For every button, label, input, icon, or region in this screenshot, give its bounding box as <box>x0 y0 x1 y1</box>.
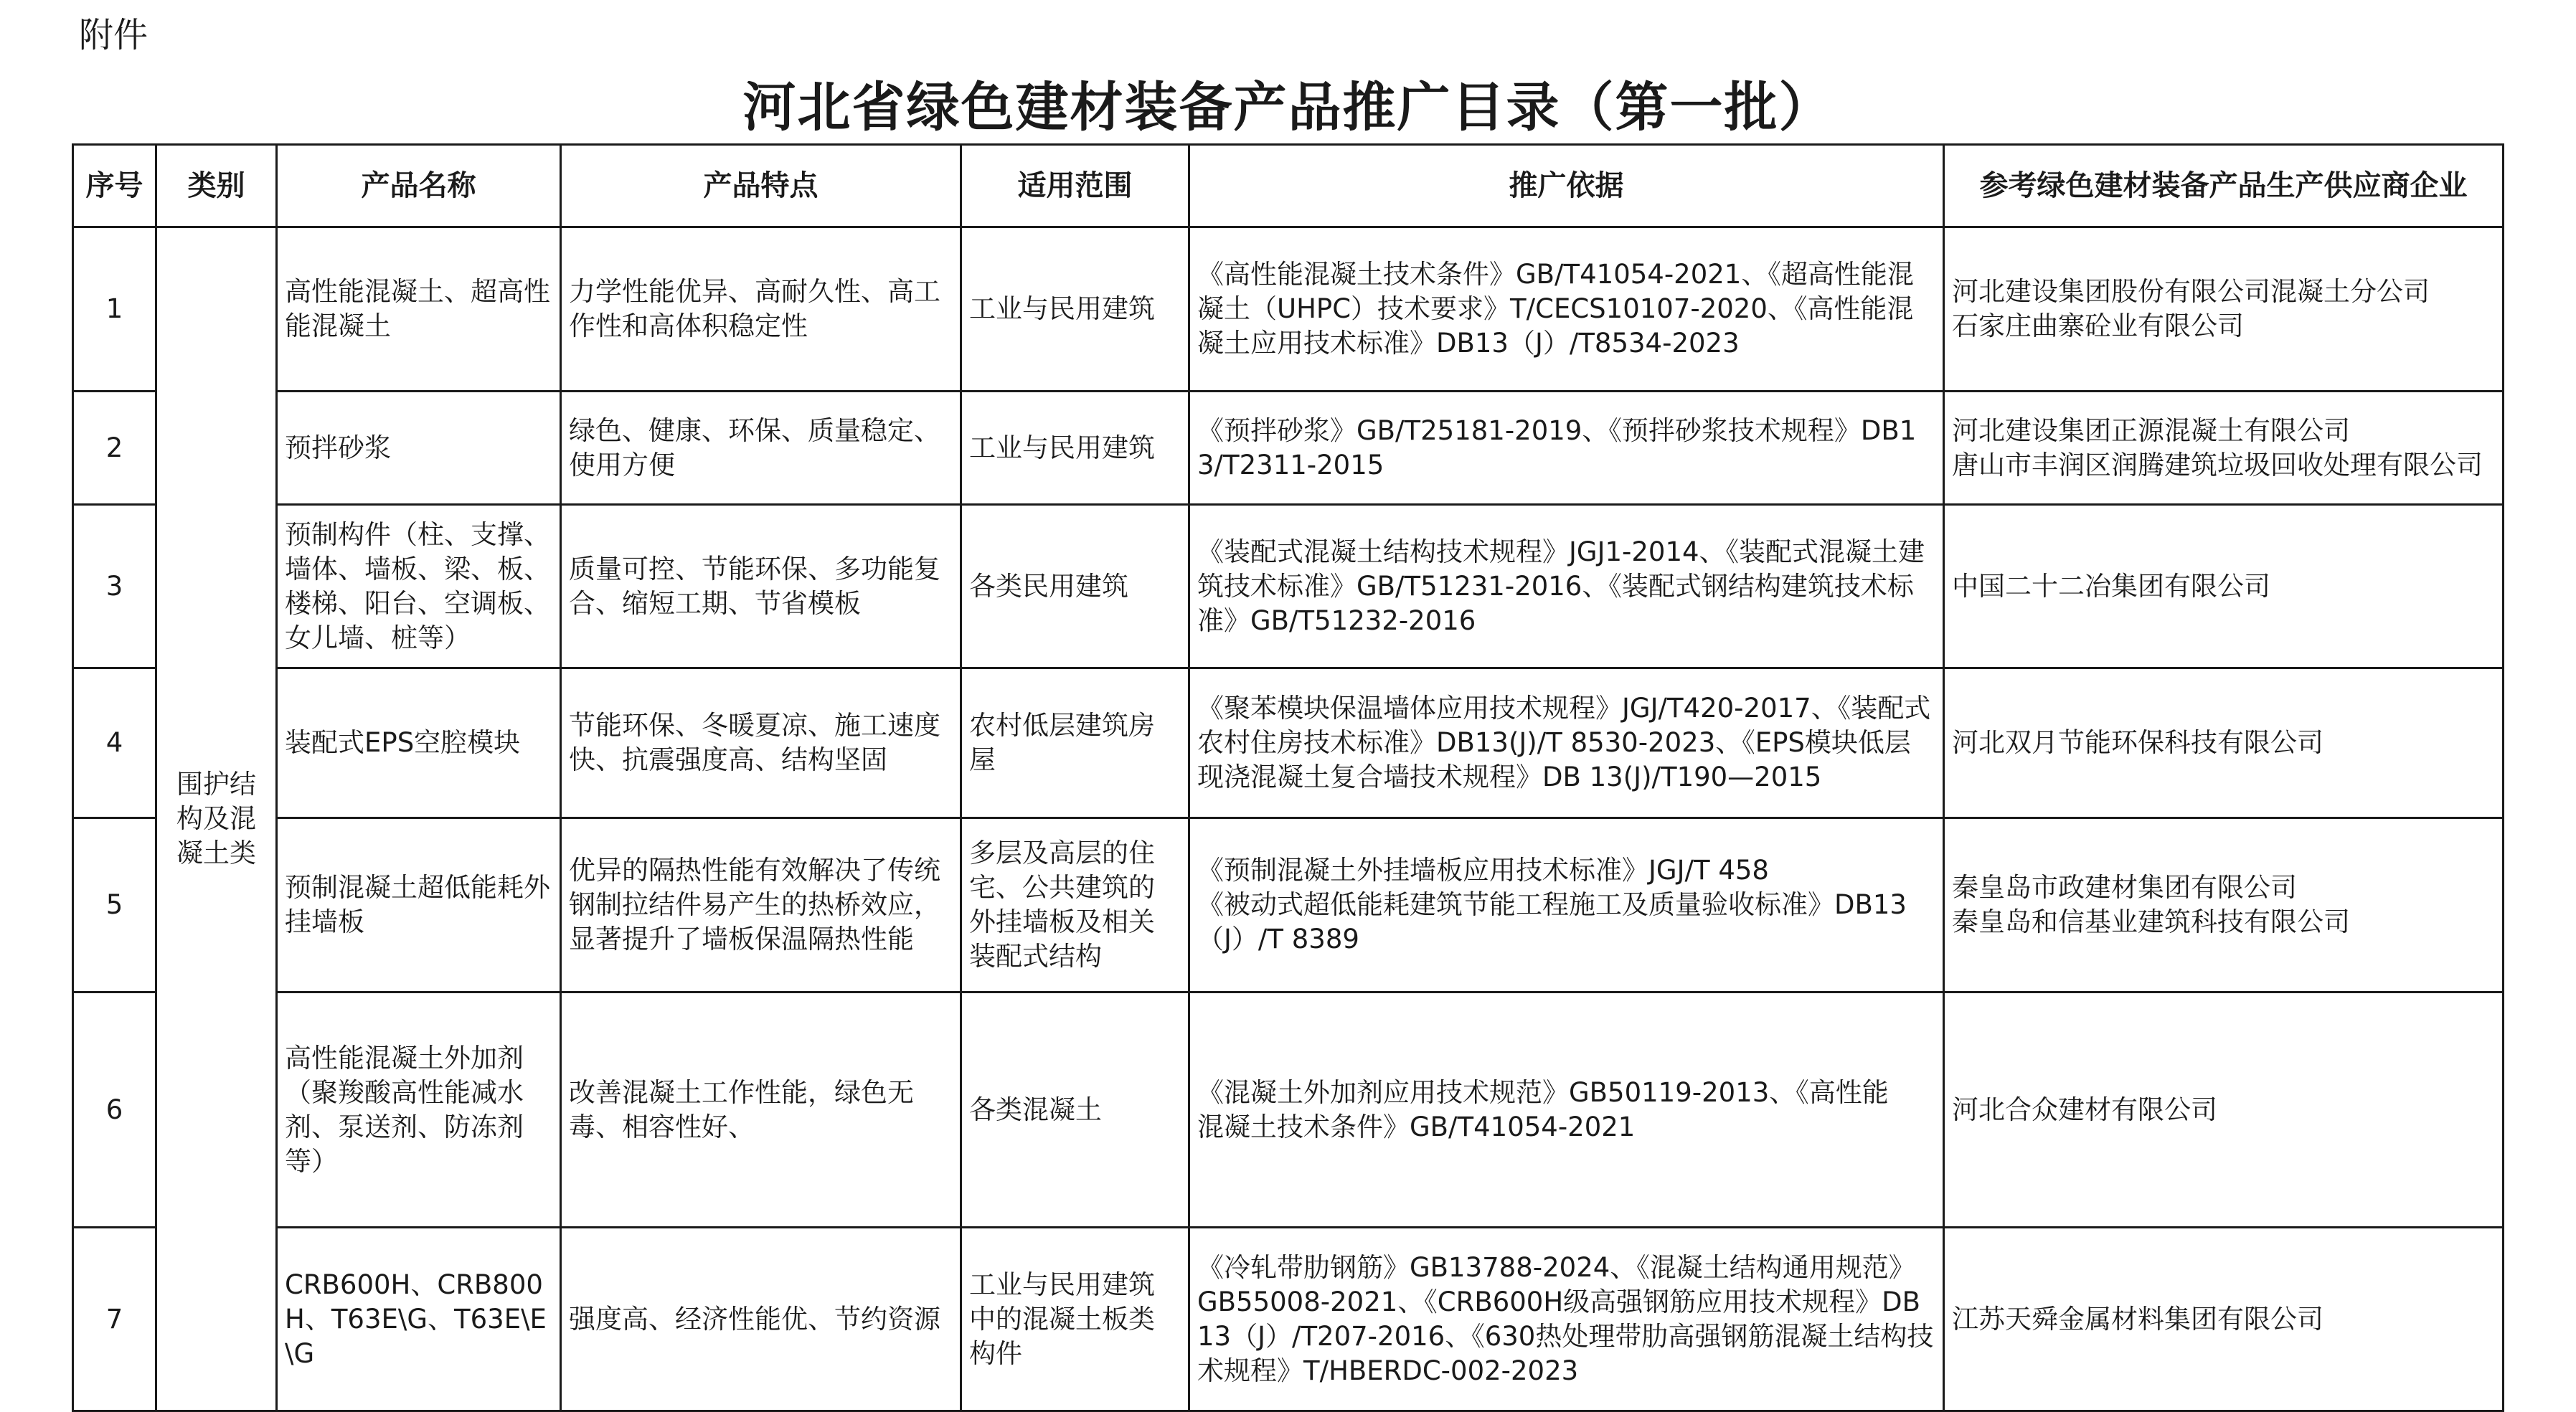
row-product-name: 预拌砂浆 <box>277 392 561 505</box>
row-scope: 工业与民用建筑 <box>961 227 1189 392</box>
row-product-name: 装配式EPS空腔模块 <box>277 668 561 818</box>
row-suppliers: 秦皇岛市政建材集团有限公司 秦皇岛和信基业建筑科技有限公司 <box>1944 818 2504 992</box>
row-suppliers: 河北合众建材有限公司 <box>1944 992 2504 1228</box>
row-basis: 《冷轧带肋钢筋》GB13788-2024、《混凝土结构通用规范》GB55008-2021、《CRB600H级高强钢筋应用技术规程》DB13（J）/T207-2016、《630热处理带肋高强钢筋混凝土结构技术规程》T/HBERDC-002-2023 <box>1189 1228 1944 1411</box>
row-seq: 4 <box>73 668 156 818</box>
column-header-product-name: 产品名称 <box>277 145 561 227</box>
row-product-name: 高性能混凝土、超高性能混凝土 <box>277 227 561 392</box>
category-cell: 围护结构及混凝土类 <box>156 227 277 1411</box>
row-seq: 7 <box>73 1228 156 1411</box>
table-header-row <box>73 145 2504 227</box>
column-header-basis: 推广依据 <box>1189 145 1944 227</box>
table-row <box>73 392 2504 505</box>
row-scope: 工业与民用建筑中的混凝土板类构件 <box>961 1228 1189 1411</box>
row-basis: 《装配式混凝土结构技术规程》JGJ1-2014、《装配式混凝土建筑技术标准》GB/T51231-2016、《装配式钢结构建筑技术标准》GB/T51232-2016 <box>1189 505 1944 668</box>
row-basis: 《高性能混凝土技术条件》GB/T41054-2021、《超高性能混凝土（UHPC）技术要求》T/CECS10107-2020、《高性能混凝土应用技术标准》DB13（J）/T8534-2023 <box>1189 227 1944 392</box>
row-basis: 《预拌砂浆》GB/T25181-2019、《预拌砂浆技术规程》DB13/T2311-2015 <box>1189 392 1944 505</box>
table-row <box>73 505 2504 668</box>
row-features: 强度高、经济性能优、节约资源 <box>561 1228 961 1411</box>
column-header-suppliers: 参考绿色建材装备产品生产供应商企业 <box>1944 145 2504 227</box>
row-product-name: 预制混凝土超低能耗外挂墙板 <box>277 818 561 992</box>
row-features: 改善混凝土工作性能，绿色无毒、相容性好、 <box>561 992 961 1228</box>
page-title: 河北省绿色建材装备产品推广目录（第一批） <box>742 77 1834 138</box>
row-suppliers: 河北建设集团正源混凝土有限公司 唐山市丰润区润腾建筑垃圾回收处理有限公司 <box>1944 392 2504 505</box>
row-basis: 《预制混凝土外挂墙板应用技术标准》JGJ/T 458 《被动式超低能耗建筑节能工程施工及质量验收标准》DB13（J）/T 8389 <box>1189 818 1944 992</box>
row-features: 质量可控、节能环保、多功能复合、缩短工期、节省模板 <box>561 505 961 668</box>
row-suppliers: 江苏天舜金属材料集团有限公司 <box>1944 1228 2504 1411</box>
row-basis: 《混凝土外加剂应用技术规范》GB50119-2013、《高性能 混凝土技术条件》GB/T41054-2021 <box>1189 992 1944 1228</box>
table-row <box>73 1228 2504 1411</box>
row-suppliers: 河北双月节能环保科技有限公司 <box>1944 668 2504 818</box>
table-row <box>73 668 2504 818</box>
column-header-category: 类别 <box>156 145 277 227</box>
row-suppliers: 中国二十二冶集团有限公司 <box>1944 505 2504 668</box>
table-row <box>73 992 2504 1228</box>
row-features: 优异的隔热性能有效解决了传统钢制拉结件易产生的热桥效应，显著提升了墙板保温隔热性能 <box>561 818 961 992</box>
product-catalog-table <box>72 143 2504 1412</box>
row-features: 绿色、健康、环保、质量稳定、使用方便 <box>561 392 961 505</box>
row-scope: 多层及高层的住宅、公共建筑的外挂墙板及相关装配式结构 <box>961 818 1189 992</box>
column-header-features: 产品特点 <box>561 145 961 227</box>
attachment-label: 附件 <box>79 15 148 55</box>
row-seq: 5 <box>73 818 156 992</box>
row-scope: 工业与民用建筑 <box>961 392 1189 505</box>
column-header-scope: 适用范围 <box>961 145 1189 227</box>
row-features: 力学性能优异、高耐久性、高工作性和高体积稳定性 <box>561 227 961 392</box>
table-row <box>73 227 2504 392</box>
row-product-name: 预制构件（柱、支撑、墙体、墙板、梁、板、楼梯、阳台、空调板、女儿墙、桩等） <box>277 505 561 668</box>
row-product-name: CRB600H、CRB800H、T63E\G、T63E\E\G <box>277 1228 561 1411</box>
row-product-name: 高性能混凝土外加剂（聚羧酸高性能减水剂、泵送剂、防冻剂等） <box>277 992 561 1228</box>
row-scope: 各类混凝土 <box>961 992 1189 1228</box>
row-features: 节能环保、冬暖夏凉、施工速度快、抗震强度高、结构坚固 <box>561 668 961 818</box>
row-basis: 《聚苯模块保温墙体应用技术规程》JGJ/T420-2017、《装配式农村住房技术标准》DB13(J)/T 8530-2023、《EPS模块低层现浇混凝土复合墙技术规程》DB 13(J)/T190—2015 <box>1189 668 1944 818</box>
row-scope: 各类民用建筑 <box>961 505 1189 668</box>
row-seq: 3 <box>73 505 156 668</box>
row-seq: 1 <box>73 227 156 392</box>
row-scope: 农村低层建筑房屋 <box>961 668 1189 818</box>
row-suppliers: 河北建设集团股份有限公司混凝土分公司 石家庄曲寨砼业有限公司 <box>1944 227 2504 392</box>
column-header-seq: 序号 <box>73 145 156 227</box>
table-row <box>73 818 2504 992</box>
row-seq: 2 <box>73 392 156 505</box>
row-seq: 6 <box>73 992 156 1228</box>
